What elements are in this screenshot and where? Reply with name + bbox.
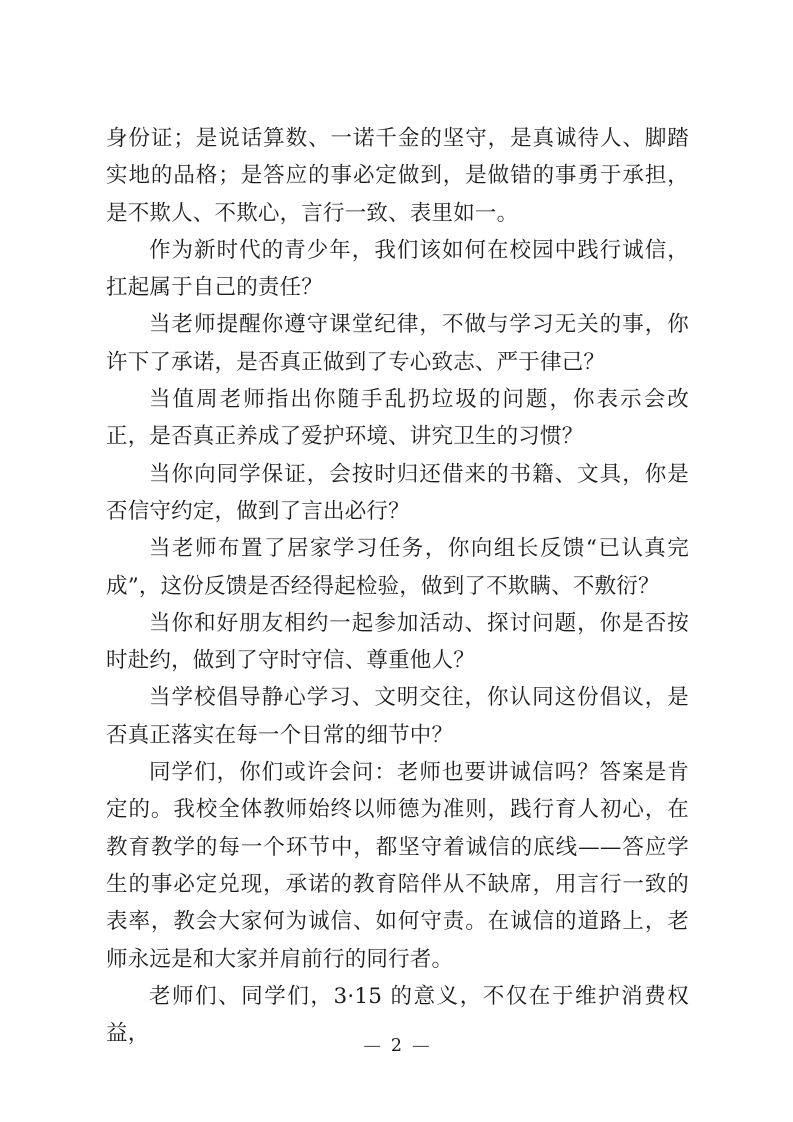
page-footer bbox=[0, 1035, 793, 1057]
paragraph-10: 老师们、同学们，3·15 的意义，不仅在于维护消费权益， bbox=[106, 983, 689, 1047]
paragraph-02: 作为新时代的青少年，我们该如何在校园中践行诚信，扛起属于自己的责任？ bbox=[106, 237, 689, 301]
page-number: 2 bbox=[390, 1036, 403, 1056]
paragraph-08: 当学校倡导静心学习、文明交往，你认同这份倡议，是否真正落实在每一个日常的细节中？ bbox=[106, 685, 689, 748]
paragraph-07: 当你和好朋友相约一起参加活动、探讨问题，你是否按时赴约，做到了守时守信、尊重他人？ bbox=[106, 610, 689, 674]
paragraph-03: 当老师提醒你遵守课堂纪律，不做与学习无关的事，你许下了承诺，是否真正做到了专心致志、严于律己？ bbox=[106, 312, 689, 375]
footer-dash-right: — bbox=[412, 1036, 430, 1056]
paragraph-06: 当老师布置了居家学习任务，你向组长反馈“已认真完成”，这份反馈是否经得起检验，做到了不欺瞒、不敷衍？ bbox=[106, 536, 689, 599]
paragraph-01: 身份证；是说话算数、一诺千金的坚守，是真诚待人、脚踏实地的品格；是答应的事必定做到，是做错的事勇于承担，是不欺人、不欺心，言行一致、表里如一。 bbox=[106, 126, 689, 226]
paragraph-09: 同学们，你们或许会问：老师也要讲诚信吗？答案是肯定的。我校全体教师始终以师德为准则，践行育人初心，在教育教学的每一个环节中，都坚守着诚信的底线——答应学生的事必定兑现，承诺的教育陪伴从不缺席，用言行一致的表率，教会大家何为诚信、如何守责。在诚信的道路上，老师永远是和大家并肩前行的同行者。 bbox=[106, 760, 689, 972]
paragraph-05: 当你向同学保证，会按时归还借来的书籍、文具，你是否信守约定，做到了言出必行？ bbox=[106, 461, 689, 524]
footer-dash-left: — bbox=[363, 1036, 381, 1056]
document-body bbox=[106, 120, 689, 1052]
paragraph-04: 当值周老师指出你随手乱扔垃圾的问题，你表示会改正，是否真正养成了爱护环境、讲究卫生的习惯？ bbox=[106, 387, 689, 450]
